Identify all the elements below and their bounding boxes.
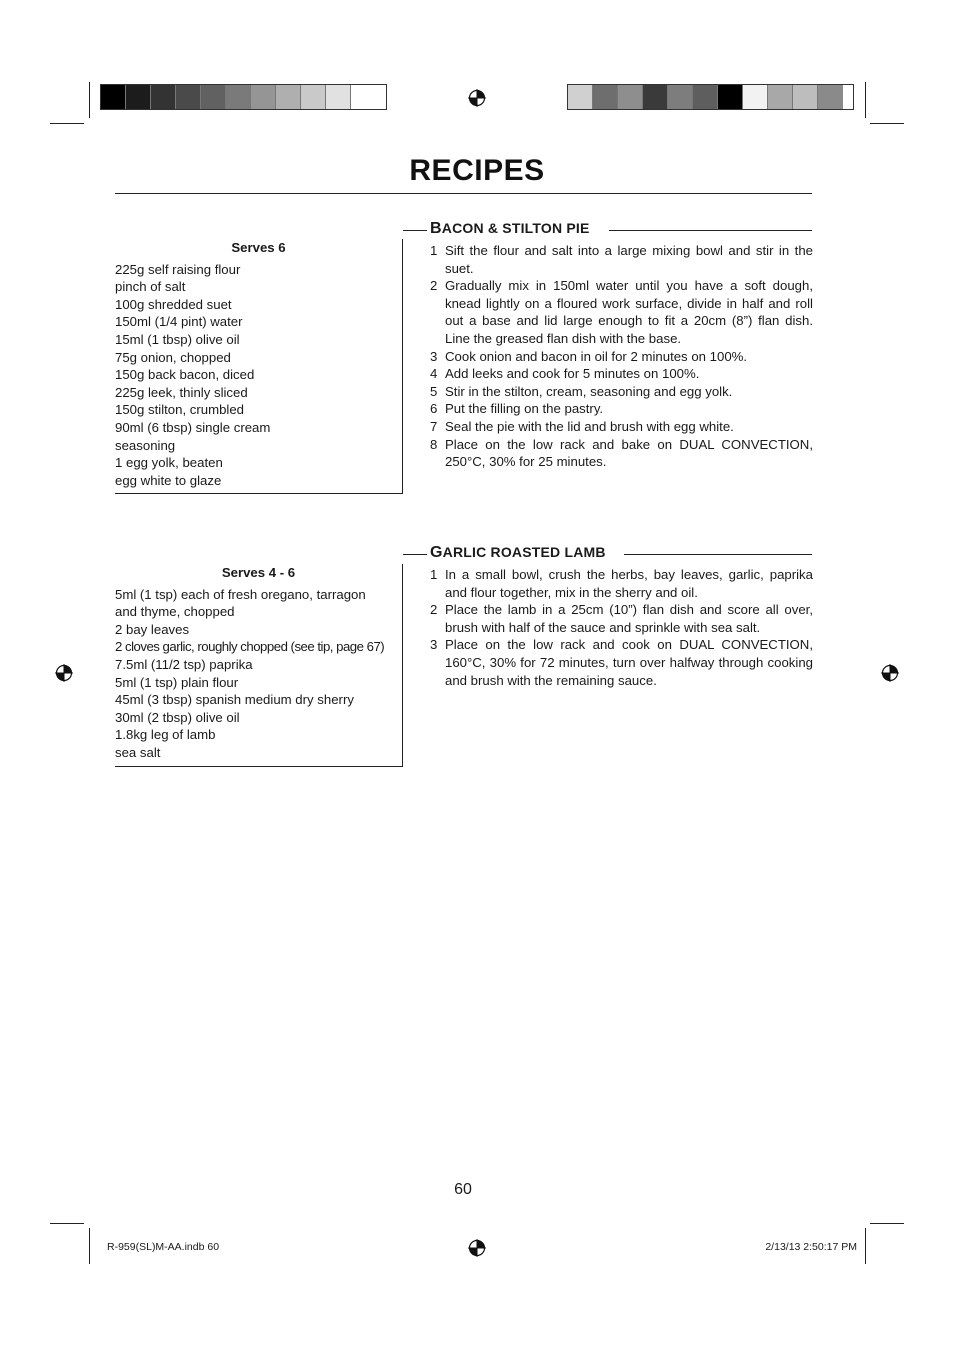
ingredient-item: 225g leek, thinly sliced — [115, 384, 248, 400]
ingredient-item: 90ml (6 tbsp) single cream — [115, 419, 271, 435]
method-step — [430, 601, 813, 636]
footer-timestamp: 2/13/13 2:50:17 PM — [765, 1241, 857, 1253]
serves-label: Serves 4 - 6 — [221, 565, 296, 580]
registration-mark-icon — [55, 664, 73, 682]
color-swatch — [351, 85, 376, 109]
recipe-title-rest: ARLIC ROASTED LAMB — [442, 544, 606, 560]
method-step — [430, 365, 813, 383]
step-number: 1 — [430, 567, 438, 582]
method-step — [430, 348, 813, 366]
step-text: Put the filling on the pastry. — [445, 401, 604, 417]
registration-mark-icon — [881, 664, 899, 682]
ingredient-item: 150g stilton, crumbled — [115, 402, 245, 418]
step-number: 1 — [430, 243, 438, 258]
ingredient-item: 5ml (1 tsp) each of fresh oregano, tarragon — [115, 586, 366, 602]
step-text: Seal the pie with the lid and brush with egg white. — [445, 418, 734, 434]
ingredient-item: 100g shredded suet — [115, 296, 232, 312]
step-text: Place on the low rack and bake on DUAL CONVECTION, 250°C, 30% for 25 minutes. — [445, 436, 813, 470]
ingredient-item: 1 egg yolk, beaten — [115, 455, 223, 471]
step-text: Sift the flour and salt into a large mixing bowl and stir in the suet. — [445, 243, 813, 276]
step-number: 4 — [430, 366, 438, 382]
step-text: Gradually mix in 150ml water until you have a soft dough, knead lightly on a floured work surface, divide in half and roll out a base and lid large enough to fit a 20cm (8”) flan dish. Line the greased flan dish with the base. — [445, 278, 813, 346]
crop-mark — [50, 123, 84, 124]
ingredient-item: 1.8kg leg of lamb — [115, 727, 216, 743]
ingredient-item: 15ml (1 tbsp) olive oil — [115, 331, 240, 347]
page-number: 60 — [454, 1181, 472, 1198]
color-swatch — [818, 85, 843, 109]
color-swatch — [618, 85, 643, 109]
title-divider — [115, 193, 812, 194]
method-step — [430, 636, 813, 689]
crop-mark — [865, 1228, 866, 1264]
color-swatch — [276, 85, 301, 109]
ingredients-box-garlic-roasted-lamb — [115, 564, 403, 767]
step-number: 3 — [430, 348, 438, 364]
color-swatch — [126, 85, 151, 109]
ingredient-item: pinch of salt — [115, 279, 186, 295]
recipe-title — [430, 220, 594, 238]
ingredient-item: seasoning — [115, 437, 176, 453]
color-swatch — [151, 85, 176, 109]
color-swatch — [668, 85, 693, 109]
step-number: 6 — [430, 401, 438, 417]
recipe-title — [430, 544, 610, 562]
step-text: Stir in the stilton, cream, seasoning and egg yolk. — [445, 383, 733, 399]
ingredient-item: 5ml (1 tsp) plain flour — [115, 674, 239, 690]
color-swatch — [201, 85, 226, 109]
crop-mark — [89, 82, 90, 118]
heading-rule — [609, 230, 812, 231]
step-number: 5 — [430, 383, 438, 399]
color-swatch — [793, 85, 818, 109]
serves-label: Serves 6 — [231, 240, 286, 255]
heading-rule — [403, 230, 427, 231]
crop-mark — [870, 1223, 904, 1224]
color-swatch — [301, 85, 326, 109]
ingredient-item: 2 cloves garlic, roughly chopped (see tip, page 67) — [115, 639, 385, 655]
recipe-title-initial: B — [430, 220, 442, 237]
color-bar-left — [100, 84, 387, 110]
heading-rule — [403, 554, 427, 555]
ingredient-item: 7.5ml (11/2 tsp) paprika — [115, 656, 253, 672]
heading-rule — [624, 554, 812, 555]
footer-file-info: R-959(SL)M-AA.indb 60 — [107, 1241, 220, 1253]
crop-mark — [870, 123, 904, 124]
color-swatch — [768, 85, 793, 109]
method-step — [430, 566, 813, 601]
ingredient-item: 2 bay leaves — [115, 621, 190, 637]
recipe-title-rest: ACON & STILTON PIE — [441, 220, 590, 236]
method-list-bacon-stilton-pie — [430, 242, 813, 471]
color-swatch — [643, 85, 668, 109]
method-step — [430, 242, 813, 277]
step-number: 7 — [430, 418, 438, 434]
color-swatch — [176, 85, 201, 109]
recipe-heading-bacon-stilton-pie — [403, 220, 812, 240]
ingredient-item: 30ml (2 tbsp) olive oil — [115, 709, 240, 725]
method-step — [430, 400, 813, 418]
registration-mark-icon — [468, 89, 486, 107]
color-swatch — [326, 85, 351, 109]
method-step — [430, 418, 813, 436]
ingredient-item: sea salt — [115, 744, 161, 760]
color-swatch — [593, 85, 618, 109]
color-swatch — [743, 85, 768, 109]
step-number: 2 — [430, 602, 438, 618]
method-step — [430, 436, 813, 471]
ingredient-item: 225g self raising flour — [115, 261, 241, 277]
ingredient-item: 75g onion, chopped — [115, 349, 231, 365]
step-text: In a small bowl, crush the herbs, bay leaves, garlic, paprika and flour together, mix in the sherry and oil. — [445, 567, 813, 600]
color-swatch — [101, 85, 126, 109]
color-swatch — [568, 85, 593, 109]
method-list-garlic-roasted-lamb — [430, 566, 813, 689]
crop-mark — [89, 1228, 90, 1264]
recipe-heading-garlic-roasted-lamb — [403, 544, 812, 564]
color-swatch — [693, 85, 718, 109]
step-text: Place the lamb in a 25cm (10”) flan dish and score all over, brush with half of the sauce and sprinkle with sea salt. — [445, 602, 813, 635]
ingredient-item: and thyme, chopped — [115, 604, 235, 620]
recipe-title-initial: G — [430, 544, 443, 561]
color-swatch — [718, 85, 743, 109]
ingredient-item: 150g back bacon, diced — [115, 367, 255, 383]
crop-mark — [865, 82, 866, 118]
ingredients-box-bacon-stilton-pie — [115, 239, 403, 494]
ingredient-item: 45ml (3 tbsp) spanish medium dry sherry — [115, 692, 354, 708]
method-step — [430, 383, 813, 401]
step-number: 8 — [430, 436, 438, 452]
ingredient-item: egg white to glaze — [115, 472, 222, 488]
registration-mark-icon — [468, 1239, 486, 1257]
method-step — [430, 277, 813, 347]
step-text: Add leeks and cook for 5 minutes on 100%. — [445, 366, 700, 382]
color-swatch — [226, 85, 251, 109]
step-text: Place on the low rack and cook on DUAL CONVECTION, 160°C, 30% for 72 minutes, turn over halfway through cooking and brush with the remaining sauce. — [445, 637, 813, 688]
page-title: RECIPES — [409, 154, 545, 187]
color-bar-right — [567, 84, 854, 110]
crop-mark — [50, 1223, 84, 1224]
step-number: 2 — [430, 278, 438, 294]
ingredient-item: 150ml (1/4 pint) water — [115, 314, 243, 330]
color-swatch — [251, 85, 276, 109]
step-number: 3 — [430, 637, 438, 653]
step-text: Cook onion and bacon in oil for 2 minutes on 100%. — [445, 348, 748, 364]
